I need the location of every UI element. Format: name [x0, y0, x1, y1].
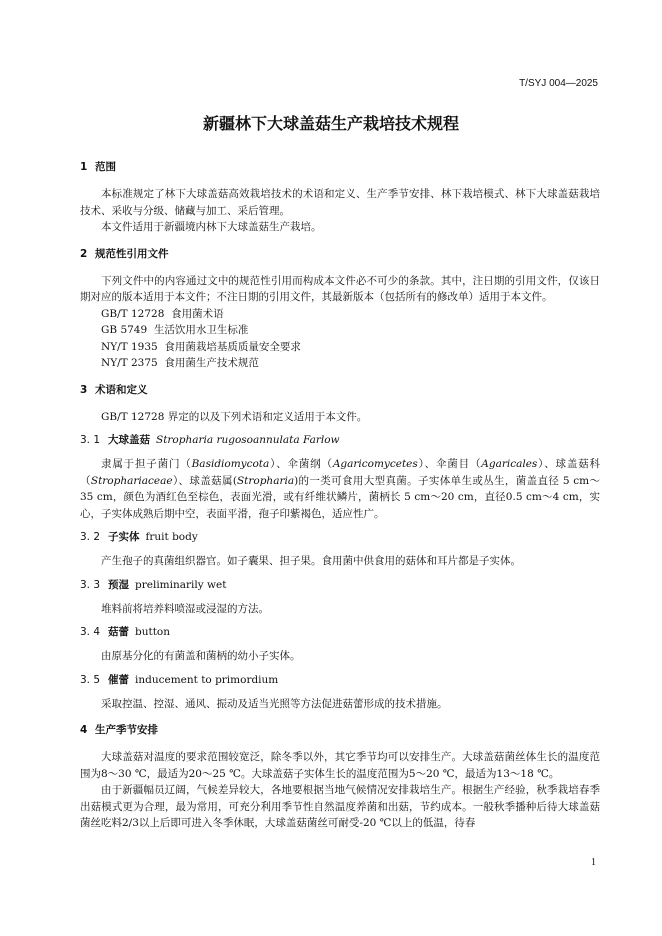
reference-item — [80, 322, 600, 339]
standard-code: T/SYJ 004—2025 — [519, 78, 598, 89]
section-title: 术语和定义 — [95, 383, 148, 396]
term-english: inducement to primordium — [135, 673, 279, 686]
reference-item — [80, 355, 600, 372]
section-heading — [80, 247, 600, 262]
term-definition: 堆料前将培养料喷湿或浸湿的方法。 — [101, 602, 269, 615]
section-number: 3 — [80, 383, 88, 396]
term-english: button — [135, 626, 171, 638]
term-chinese: 大球盖菇 — [108, 434, 150, 446]
term-english: fruit body — [145, 531, 198, 543]
section-number: 2 — [80, 247, 88, 260]
reference-name: 生活饮用水卫生标准 — [153, 324, 249, 336]
section-number: 4 — [80, 724, 88, 736]
section-title: 规范性引用文件 — [95, 247, 169, 260]
reference-code: NY/T 2375 — [101, 357, 158, 369]
section-title: 范围 — [95, 161, 116, 173]
page-number: 1 — [591, 857, 596, 868]
term-heading — [80, 433, 600, 448]
term-number: 3. 2 — [80, 531, 101, 543]
term-chinese: 预湿 — [108, 578, 129, 591]
term-definition: 产生孢子的真菌组织器官。如子囊果、担子果。食用菌中供食用的菇体和耳片都是子实体。 — [101, 555, 521, 567]
paragraph: 本文件适用于新疆境内林下大球盖菇生产栽培。 — [101, 221, 322, 233]
reference-name: 食用菌栽培基质质量安全要求 — [164, 340, 301, 353]
paragraph: 由于新疆幅员辽阔，气候差异较大，各地要根据当地气候情况安排栽培生产。根据生产经验，秋季栽培春季出菇模式更为合理，最为常用，可充分利用季节性自然温度养菌和出菇，节约成本。一般秋季播种后待大球盖菇菌丝吃料2/3以上后即可进入冬季休眠，大球盖菇菌丝可耐受-20 ℃以上的低温，待春 — [80, 784, 600, 829]
term-heading — [80, 625, 600, 640]
term-english: Stropharia rugosoannulata Farlow — [156, 434, 340, 446]
reference-item — [80, 306, 600, 323]
paragraph: GB/T 12728 界定的以及下列术语和定义适用于本文件。 — [101, 410, 368, 423]
section-heading — [80, 160, 600, 175]
term-chinese: 子实体 — [108, 531, 140, 543]
term-definition: 隶属于担子菌门（Basidiomycota）、伞菌纲（Agaricomycetes）、伞菌目（Agaricales）、球盖菇科（Strophariaceae）、球盖菇属(Stropharia)的一类可食用大型真菌。子实体单生或丛生，菌盖直径 5 cm～35 cm，颜色为酒红色至棕色，表面光滑，或有纤维状鳞片，菌柄长 5 cm～20 cm，直径0.5 cm～4 cm，实心，子实体成熟后期中空，表面平滑，孢子印紫褐色，适应性广。 — [80, 458, 601, 520]
term-number: 3. 5 — [80, 673, 101, 686]
term-number: 3. 1 — [80, 434, 101, 446]
term-chinese: 菇蕾 — [108, 626, 129, 638]
term-number: 3. 4 — [80, 626, 101, 638]
paragraph: 下列文件中的内容通过文中的规范性引用而构成本文件必不可少的条款。其中，注日期的引用文件，仅该日期对应的版本适用于本文件；不注日期的引用文件，其最新版本（包括所有的修改单）适用于本文件。 — [80, 274, 600, 303]
paragraph: 大球盖菇对温度的要求范围较宽泛，除冬季以外，其它季节均可以安排生产。大球盖菇菌丝体生长的温度范围为8～30 ℃，最适为20～25 ℃。大球盖菇子实体生长的温度范围为5～20 ℃，最适为13～18 ℃。 — [80, 751, 600, 780]
term-definition: 由原基分化的有菌盖和菌柄的幼小子实体。 — [101, 650, 301, 662]
reference-item — [80, 339, 600, 356]
section-heading — [80, 723, 600, 738]
document-title: 新疆林下大球盖菇生产栽培技术规程 — [202, 114, 459, 133]
paragraph: 本标准规定了林下大球盖菇高效栽培技术的术语和定义、生产季节安排、林下栽培模式、林下大球盖菇栽培技术、采收与分级、储藏与加工、采后管理。 — [80, 188, 600, 217]
reference-code: NY/T 1935 — [101, 340, 158, 353]
reference-code: GB 5749 — [101, 324, 148, 336]
term-heading — [80, 530, 600, 545]
term-english: preliminarily wet — [135, 578, 227, 591]
reference-name: 食用菌生产技术规范 — [164, 357, 259, 369]
reference-name: 食用菌术语 — [171, 307, 224, 320]
section-number: 1 — [80, 161, 88, 173]
term-number: 3. 3 — [80, 578, 101, 591]
term-heading — [80, 673, 600, 688]
section-title: 生产季节安排 — [95, 724, 158, 736]
term-definition: 采取控温、控湿、通风、振动及适当光照等方法促进菇蕾形成的技术措施。 — [101, 697, 448, 710]
document-body — [80, 160, 600, 832]
section-heading — [80, 383, 600, 398]
reference-code: GB/T 12728 — [101, 307, 165, 320]
term-chinese: 催蕾 — [108, 673, 129, 686]
term-heading — [80, 578, 600, 593]
